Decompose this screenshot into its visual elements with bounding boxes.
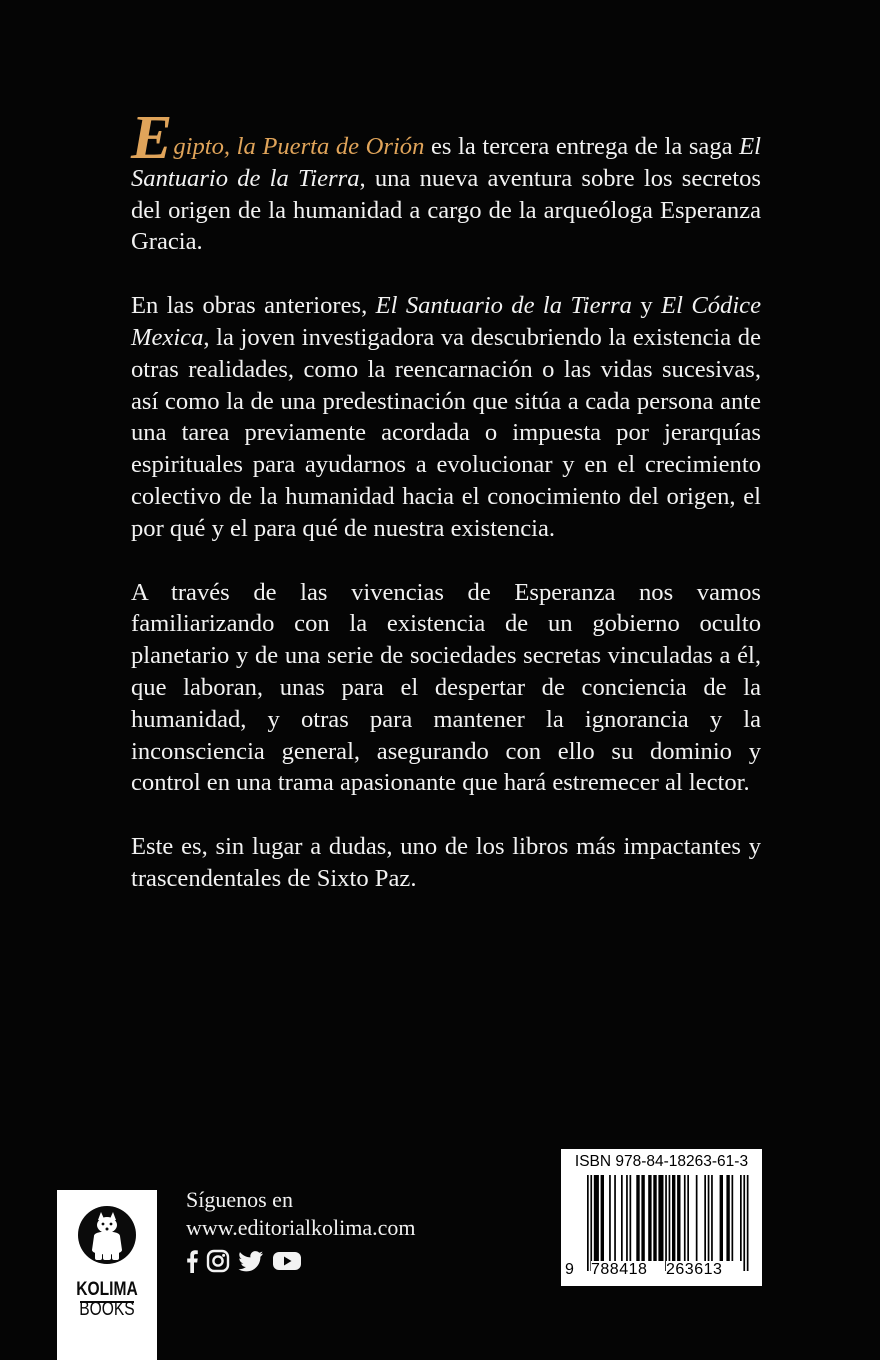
synopsis-paragraph-2 (131, 290, 761, 544)
barcode-bar (677, 1175, 680, 1261)
saga-title: El Santuario de la Tierra (131, 133, 761, 192)
previous-book-title: El Códice Mexica (131, 292, 761, 351)
follow-us-block (186, 1186, 416, 1242)
youtube-icon[interactable] (272, 1249, 302, 1273)
barcode-bar (636, 1175, 639, 1261)
barcode-bar (708, 1175, 710, 1261)
barcode-digit-first: 9 (565, 1261, 575, 1278)
barcode (579, 1175, 751, 1275)
instagram-icon[interactable] (206, 1249, 230, 1273)
barcode-bar (658, 1175, 663, 1261)
barcode-bar (672, 1175, 675, 1261)
publisher-logo (57, 1190, 157, 1360)
barcode-bar (740, 1175, 742, 1261)
barcode-bar (711, 1175, 713, 1261)
synopsis-paragraph-4: Este es, sin lugar a dudas, uno de los libros más impactantes y trascendentales de Sixto Paz. (131, 833, 761, 892)
barcode-digits-left: 788418 (591, 1261, 648, 1278)
logo-wordmark-bottom: BOOKS (79, 1299, 135, 1320)
barcode-bar (684, 1175, 686, 1261)
follow-label: Síguenos en (186, 1187, 293, 1212)
samoyed-dog-icon (78, 1206, 136, 1264)
barcode-bar (621, 1175, 623, 1261)
barcode-bar (614, 1175, 616, 1261)
drop-cap: E (131, 104, 173, 172)
logo-wordmark-top: KOLIMA (76, 1279, 138, 1300)
barcode-bar (609, 1175, 611, 1261)
barcode-bar (726, 1175, 729, 1261)
book-synopsis (131, 104, 761, 895)
barcode-digits-right: 263613 (666, 1261, 723, 1278)
previous-book-title: El Santuario de la Tierra (375, 292, 632, 320)
barcode-bar (687, 1175, 689, 1261)
synopsis-text: es la tercera entrega de la saga (424, 133, 740, 160)
barcode-bar (641, 1175, 644, 1261)
barcode-bar (732, 1175, 734, 1261)
barcode-bar (665, 1175, 667, 1271)
barcode-bar (626, 1175, 628, 1261)
synopsis-paragraph-3: A través de las vivencias de Esperanza nos vamos familiarizando con la existencia de un gobierno oculto planetario y de una serie de sociedades secretas vinculadas a él, que laboran, unas para el despertar de conciencia de la humanidad, y otras para mantener la ignorancia y la inconsciencia general, asegurando con ello su dominio y control en una trama apasionante que hará estremecer al lector. (131, 578, 761, 797)
synopsis-text: En las obras anteriores, (131, 292, 376, 320)
book-title: gipto, la Puerta de Orión (173, 133, 425, 160)
synopsis-text: , la joven investigadora va descubriendo la existencia de otras realidades, como la reencarnación o las vidas sucesivas, así como la de una predestinación que sitúa a cada persona ante una tarea previamente acordada o impuesta por jerarquías espirituales para ayudarnos a evolucionar y en el crecimiento colectivo de la humanidad hacia el conocimiento del origen, el por qué y el para qué de nuestra existencia. (131, 323, 761, 542)
barcode-bar (720, 1175, 723, 1261)
synopsis-text: , una nueva aventura sobre los secretos del origen de la humanidad a cargo de la arqueóloga Esperanza Gracia. (131, 164, 761, 256)
isbn-number: ISBN 978-84-18263-61-3 (574, 1153, 749, 1170)
barcode-bar (653, 1175, 656, 1261)
barcode-bar (587, 1175, 589, 1271)
barcode-bar (601, 1175, 604, 1261)
barcode-bar (704, 1175, 706, 1261)
barcode-bar (696, 1175, 698, 1261)
isbn-barcode-block (561, 1149, 762, 1286)
facebook-icon[interactable] (186, 1249, 198, 1273)
barcode-bar (648, 1175, 651, 1261)
barcode-bar (594, 1175, 599, 1261)
barcode-bar (747, 1175, 749, 1271)
synopsis-paragraph-1 (131, 104, 761, 258)
barcode-bar (743, 1175, 745, 1271)
social-icons (186, 1248, 302, 1274)
barcode-bar (630, 1175, 632, 1261)
twitter-icon[interactable] (238, 1249, 264, 1273)
barcode-bar (590, 1175, 592, 1271)
barcode-bar (669, 1175, 671, 1271)
synopsis-text: y (631, 292, 662, 320)
website-link[interactable]: www.editorialkolima.com (186, 1215, 416, 1240)
